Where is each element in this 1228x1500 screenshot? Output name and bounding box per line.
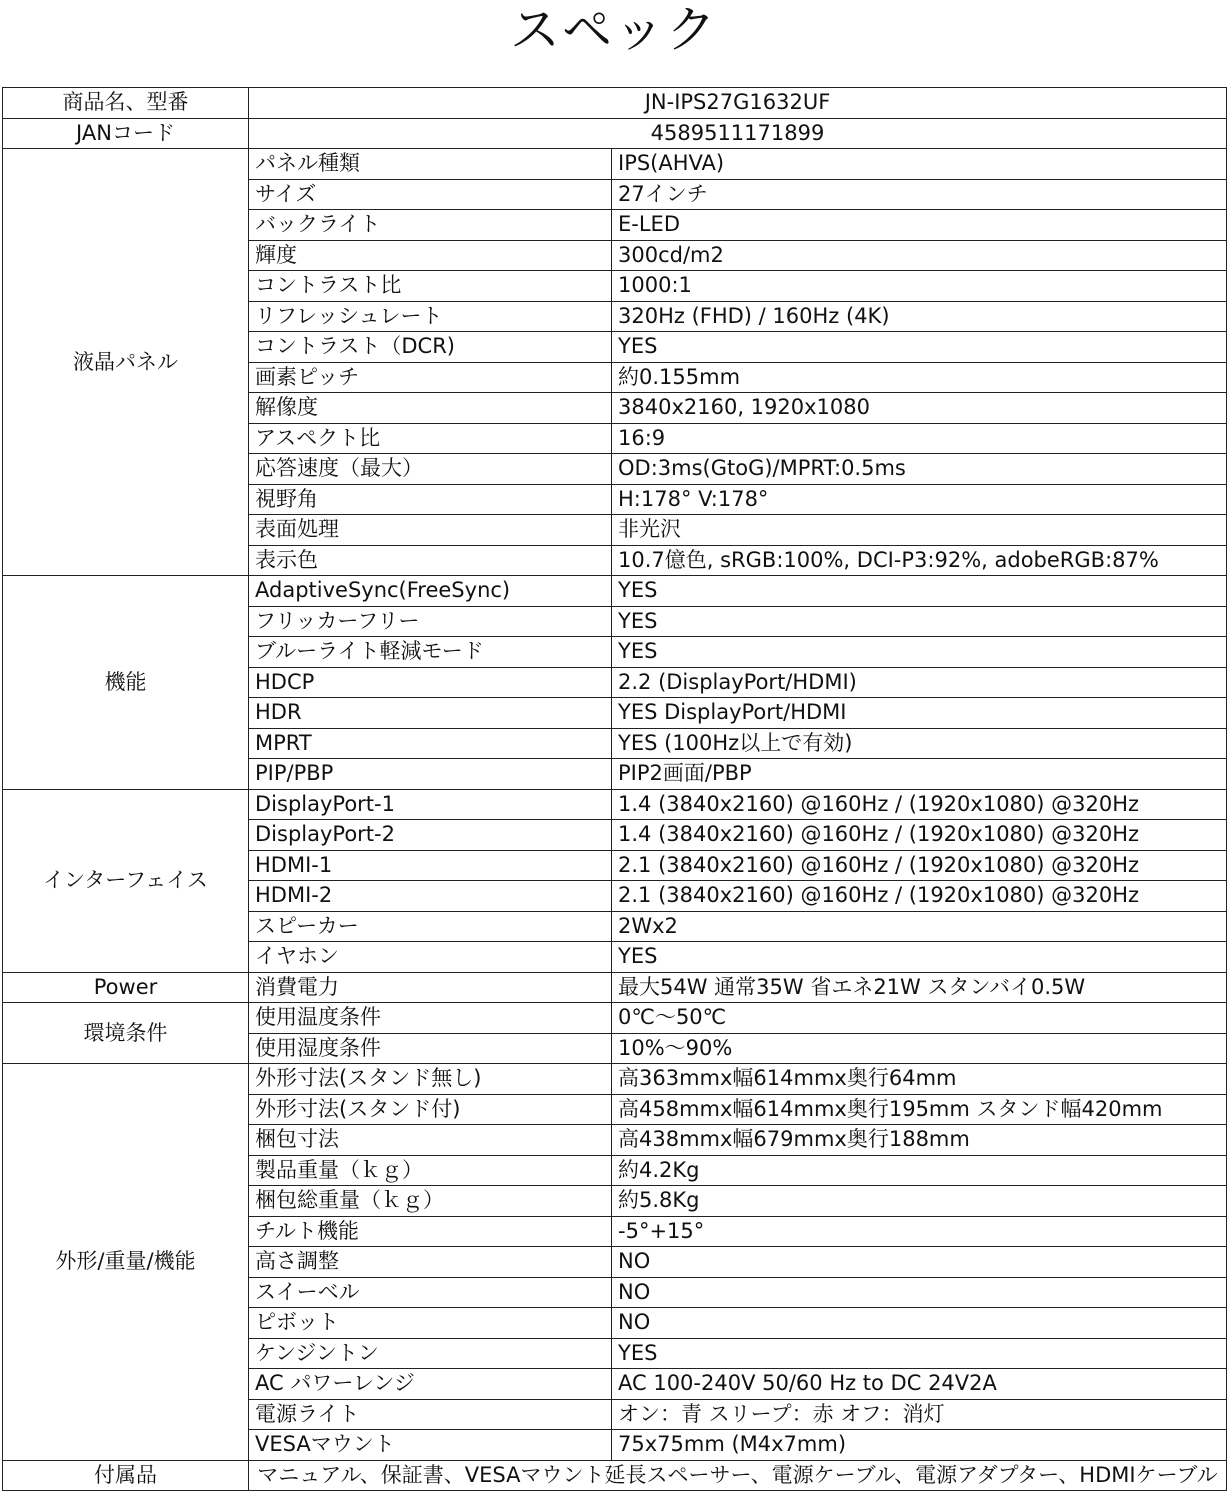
row-label: JANコード xyxy=(3,118,249,149)
spec-key: 外形寸法(スタンド無し) xyxy=(249,1064,612,1095)
spec-value: 高438mmx幅679mmx奥行188mm xyxy=(612,1125,1227,1156)
spec-key: ケンジントン xyxy=(249,1338,612,1369)
spec-key: VESAマウント xyxy=(249,1430,612,1461)
spec-key: PIP/PBP xyxy=(249,759,612,790)
spec-key: 使用温度条件 xyxy=(249,1003,612,1034)
spec-key: AC パワーレンジ xyxy=(249,1369,612,1400)
spec-value: YES (100Hz以上で有効) xyxy=(612,728,1227,759)
spec-value: 約4.2Kg xyxy=(612,1155,1227,1186)
spec-value: 75x75mm (M4x7mm) xyxy=(612,1430,1227,1461)
row-value: JN-IPS27G1632UF xyxy=(249,88,1227,119)
spec-value: 1000:1 xyxy=(612,271,1227,302)
spec-value: 10.7億色, sRGB:100%, DCI-P3:92%, adobeRGB:87% xyxy=(612,545,1227,576)
table-row xyxy=(3,789,1227,820)
spec-value: 27インチ xyxy=(612,179,1227,210)
table-row xyxy=(3,1460,1227,1491)
spec-key: 梱包総重量（ｋｇ） xyxy=(249,1186,612,1217)
spec-key: バックライト xyxy=(249,210,612,241)
table-row xyxy=(3,576,1227,607)
spec-key: HDR xyxy=(249,698,612,729)
spec-key: 視野角 xyxy=(249,484,612,515)
spec-key: コントラスト比 xyxy=(249,271,612,302)
spec-value: 最大54W 通常35W 省エネ21W スタンバイ0.5W xyxy=(612,972,1227,1003)
table-row xyxy=(3,1003,1227,1034)
spec-value: YES xyxy=(612,332,1227,363)
table-row xyxy=(3,1064,1227,1095)
spec-value: 2.1 (3840x2160) @160Hz / (1920x1080) @320Hz xyxy=(612,881,1227,912)
category-cell: インターフェイス xyxy=(3,789,249,972)
category-cell: 環境条件 xyxy=(3,1003,249,1064)
spec-key: HDMI-2 xyxy=(249,881,612,912)
spec-key: HDMI-1 xyxy=(249,850,612,881)
spec-value: OD:3ms(GtoG)/MPRT:0.5ms xyxy=(612,454,1227,485)
spec-key: ピボット xyxy=(249,1308,612,1339)
spec-key: MPRT xyxy=(249,728,612,759)
spec-value: IPS(AHVA) xyxy=(612,149,1227,180)
spec-key: 外形寸法(スタンド付) xyxy=(249,1094,612,1125)
spec-value: 3840x2160, 1920x1080 xyxy=(612,393,1227,424)
spec-key: 使用湿度条件 xyxy=(249,1033,612,1064)
spec-key: スイーベル xyxy=(249,1277,612,1308)
spec-key: コントラスト（DCR) xyxy=(249,332,612,363)
table-row xyxy=(3,118,1227,149)
spec-value: YES xyxy=(612,942,1227,973)
spec-key: 製品重量（ｋｇ） xyxy=(249,1155,612,1186)
spec-key: DisplayPort-1 xyxy=(249,789,612,820)
spec-key: アスペクト比 xyxy=(249,423,612,454)
spec-key: 画素ピッチ xyxy=(249,362,612,393)
spec-value: NO xyxy=(612,1247,1227,1278)
row-value: 4589511171899 xyxy=(249,118,1227,149)
spec-value: NO xyxy=(612,1277,1227,1308)
spec-value: 0℃～50℃ xyxy=(612,1003,1227,1034)
spec-value: 高363mmx幅614mmx奥行64mm xyxy=(612,1064,1227,1095)
spec-value: 16:9 xyxy=(612,423,1227,454)
table-row xyxy=(3,149,1227,180)
spec-value: YES DisplayPort/HDMI xyxy=(612,698,1227,729)
row-label: 商品名、型番 xyxy=(3,88,249,119)
spec-key: 消費電力 xyxy=(249,972,612,1003)
spec-value: YES xyxy=(612,637,1227,668)
spec-table-body xyxy=(3,88,1227,1491)
table-row xyxy=(3,88,1227,119)
spec-value: 約5.8Kg xyxy=(612,1186,1227,1217)
spec-value: AC 100-240V 50/60 Hz to DC 24V2A xyxy=(612,1369,1227,1400)
spec-value: YES xyxy=(612,576,1227,607)
spec-value: 非光沢 xyxy=(612,515,1227,546)
table-row xyxy=(3,972,1227,1003)
page-title: スペック xyxy=(510,1,718,59)
spec-key: AdaptiveSync(FreeSync) xyxy=(249,576,612,607)
spec-value: 約0.155mm xyxy=(612,362,1227,393)
spec-key: 表面処理 xyxy=(249,515,612,546)
spec-value: PIP2画面/PBP xyxy=(612,759,1227,790)
spec-value: H:178° V:178° xyxy=(612,484,1227,515)
category-cell: 液晶パネル xyxy=(3,149,249,576)
spec-value: E-LED xyxy=(612,210,1227,241)
spec-value: 2.1 (3840x2160) @160Hz / (1920x1080) @320Hz xyxy=(612,850,1227,881)
spec-key: パネル種類 xyxy=(249,149,612,180)
category-cell: 機能 xyxy=(3,576,249,790)
row-label: 付属品 xyxy=(3,1460,249,1491)
spec-key: HDCP xyxy=(249,667,612,698)
spec-value: 10%～90% xyxy=(612,1033,1227,1064)
spec-key: 輝度 xyxy=(249,240,612,271)
category-cell: 外形/重量/機能 xyxy=(3,1064,249,1461)
spec-value: 300cd/m2 xyxy=(612,240,1227,271)
spec-value: 320Hz (FHD) / 160Hz (4K) xyxy=(612,301,1227,332)
spec-value: 1.4 (3840x2160) @160Hz / (1920x1080) @320Hz xyxy=(612,820,1227,851)
spec-key: 解像度 xyxy=(249,393,612,424)
spec-key: DisplayPort-2 xyxy=(249,820,612,851)
spec-value: NO xyxy=(612,1308,1227,1339)
spec-key: フリッカーフリー xyxy=(249,606,612,637)
spec-key: 表示色 xyxy=(249,545,612,576)
spec-value: 2.2 (DisplayPort/HDMI) xyxy=(612,667,1227,698)
spec-value: YES xyxy=(612,606,1227,637)
spec-key: イヤホン xyxy=(249,942,612,973)
category-cell: Power xyxy=(3,972,249,1003)
spec-key: リフレッシュレート xyxy=(249,301,612,332)
spec-key: 応答速度（最大） xyxy=(249,454,612,485)
spec-key: スピーカー xyxy=(249,911,612,942)
spec-value: YES xyxy=(612,1338,1227,1369)
spec-table xyxy=(2,87,1227,1491)
spec-key: 電源ライト xyxy=(249,1399,612,1430)
spec-value: 1.4 (3840x2160) @160Hz / (1920x1080) @320Hz xyxy=(612,789,1227,820)
spec-value: -5°+15° xyxy=(612,1216,1227,1247)
spec-key: 高さ調整 xyxy=(249,1247,612,1278)
spec-key: 梱包寸法 xyxy=(249,1125,612,1156)
spec-key: サイズ xyxy=(249,179,612,210)
spec-key: チルト機能 xyxy=(249,1216,612,1247)
spec-value: 高458mmx幅614mmx奥行195mm スタンド幅420mm xyxy=(612,1094,1227,1125)
spec-value: オン：青 スリープ：赤 オフ：消灯 xyxy=(612,1399,1227,1430)
row-value: マニュアル、保証書、VESAマウント延長スペーサー、電源ケーブル、電源アダプター、HDMIケーブル xyxy=(249,1460,1227,1491)
spec-key: ブルーライト軽減モード xyxy=(249,637,612,668)
spec-value: 2Wx2 xyxy=(612,911,1227,942)
